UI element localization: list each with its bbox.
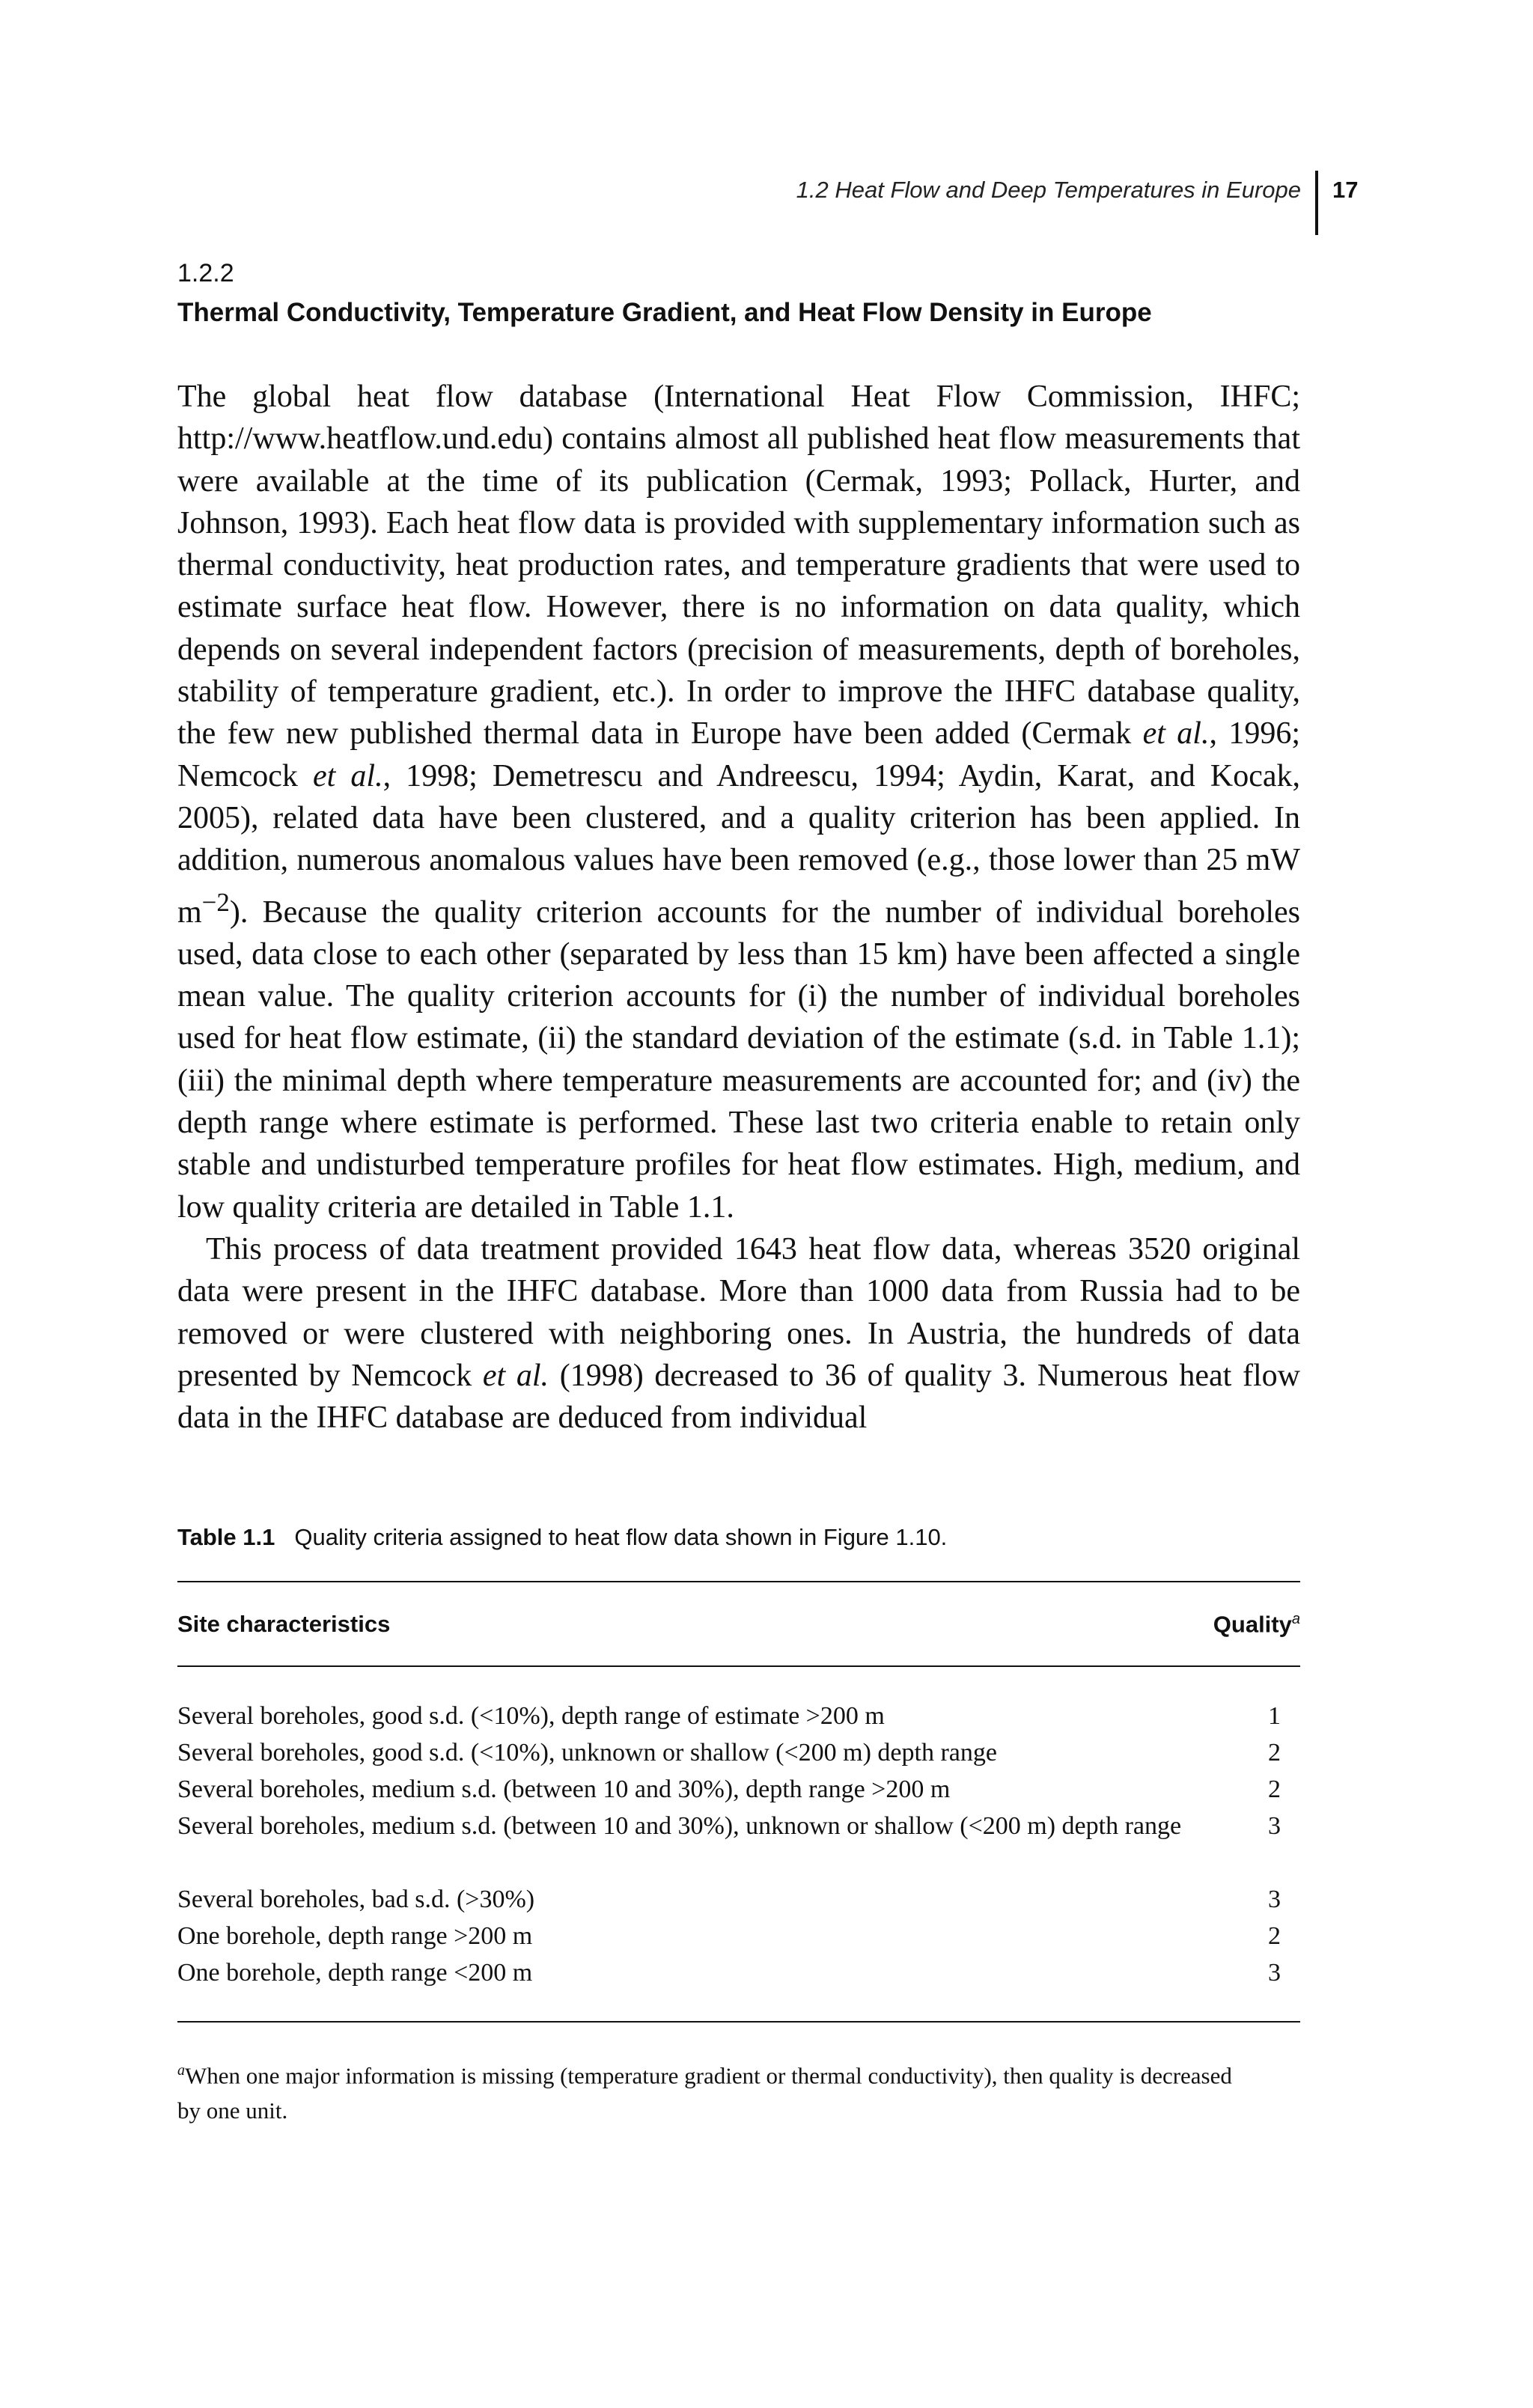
table-label: Table 1.1 bbox=[177, 1524, 275, 1550]
table-row: One borehole, depth range <200 m 3 bbox=[177, 1959, 1281, 1987]
table-row: Several boreholes, bad s.d. (>30%) 3 bbox=[177, 1886, 1281, 1913]
table-caption-text: Quality criteria assigned to heat flow data shown in Figure 1.10. bbox=[294, 1524, 948, 1550]
table-row: One borehole, depth range >200 m 2 bbox=[177, 1922, 1281, 1950]
table-header-site: Site characteristics bbox=[177, 1611, 391, 1637]
header-divider bbox=[1315, 171, 1318, 235]
table-header-rule bbox=[177, 1665, 1300, 1667]
paragraph-1: The global heat flow database (International Heat Flow Commission, IHFC; http://www.heatflow.und.edu) contains almost all published heat flow measurements that were available at the time of its publication (Cermak, 1993; Pollack, Hurter, and Johnson, 1993). Each heat flow data is provided with supplementary information such as thermal conductivity, heat production rates, and temperature gradients that were used to estimate surface heat flow. However, there is no information on data quality, which depends on several independent factors (precision of measurements, depth of boreholes, stability of temperature gradient, etc.). In order to improve the IHFC database quality, the few new published thermal data in Europe have been added (Cermak et al., 1996; Nemcock et al., 1998; Demetrescu and Andreescu, 1994; Aydin, Karat, and Kocak, 2005), related data have been clustered, and a quality criterion has been applied. In addition, numerous anomalous values have been removed (e.g., those lower than 25 mW $m^{-2}$). Because the quality criterion accounts for the number of individual boreholes used, data close to each other (separated by less than 15 km) have been affected a single mean value. The quality criterion accounts for (i) the number of individual boreholes used for heat flow estimate, (ii) the standard deviation of the estimate (s.d. in Table 1.1); (iii) the minimal depth where temperature measurements are accounted for; and (iv) the depth range where estimate is performed. These last two criteria enable to retain only stable and undisturbed temperature profiles for heat flow estimates. High, medium, and low quality criteria are detailed in Table 1.1. bbox=[177, 380, 1300, 1225]
running-header-title: 1.2 Heat Flow and Deep Temperatures in Europe bbox=[796, 177, 1301, 203]
page-number: 17 bbox=[1332, 177, 1359, 203]
section-number: 1.2.2 bbox=[177, 259, 234, 287]
table-row: Several boreholes, good s.d. (<10%), unknown or shallow (<200 m) depth range 2 bbox=[177, 1739, 1281, 1767]
body-text bbox=[177, 376, 1300, 1439]
paragraph-2: This process of data treatment provided 1643 heat flow data, whereas 3520 original data were present in the IHFC database. More than 1000 data from Russia had to be removed or were clustered with neighboring ones. In Austria, the hundreds of data presented by Nemcock et al. (1998) decreased to 36 of quality 3. Numerous heat flow data in the IHFC database are deduced from individual bbox=[177, 1231, 1300, 1436]
table-row: Several boreholes, medium s.d. (between 10 and 30%), depth range >200 m 2 bbox=[177, 1775, 1281, 1803]
table-row: Several boreholes, good s.d. (<10%), depth range of estimate >200 m 1 bbox=[177, 1702, 1281, 1730]
table-header-quality: Quality$^a$ bbox=[1213, 1611, 1300, 1638]
section-title: Thermal Conductivity, Temperature Gradient, and Heat Flow Density in Europe bbox=[177, 298, 1152, 327]
table-footnote: $^a$When one major information is missing (temperature gradient or thermal conductivity), then quality is decreased by one unit. bbox=[177, 2062, 1232, 2124]
table-top-rule bbox=[177, 1581, 1300, 1582]
table-row: Several boreholes, medium s.d. (between 10 and 30%), unknown or shallow (<200 m) depth range 3 bbox=[177, 1812, 1281, 1840]
table-caption bbox=[177, 1524, 947, 1551]
table-bottom-rule bbox=[177, 2021, 1300, 2023]
